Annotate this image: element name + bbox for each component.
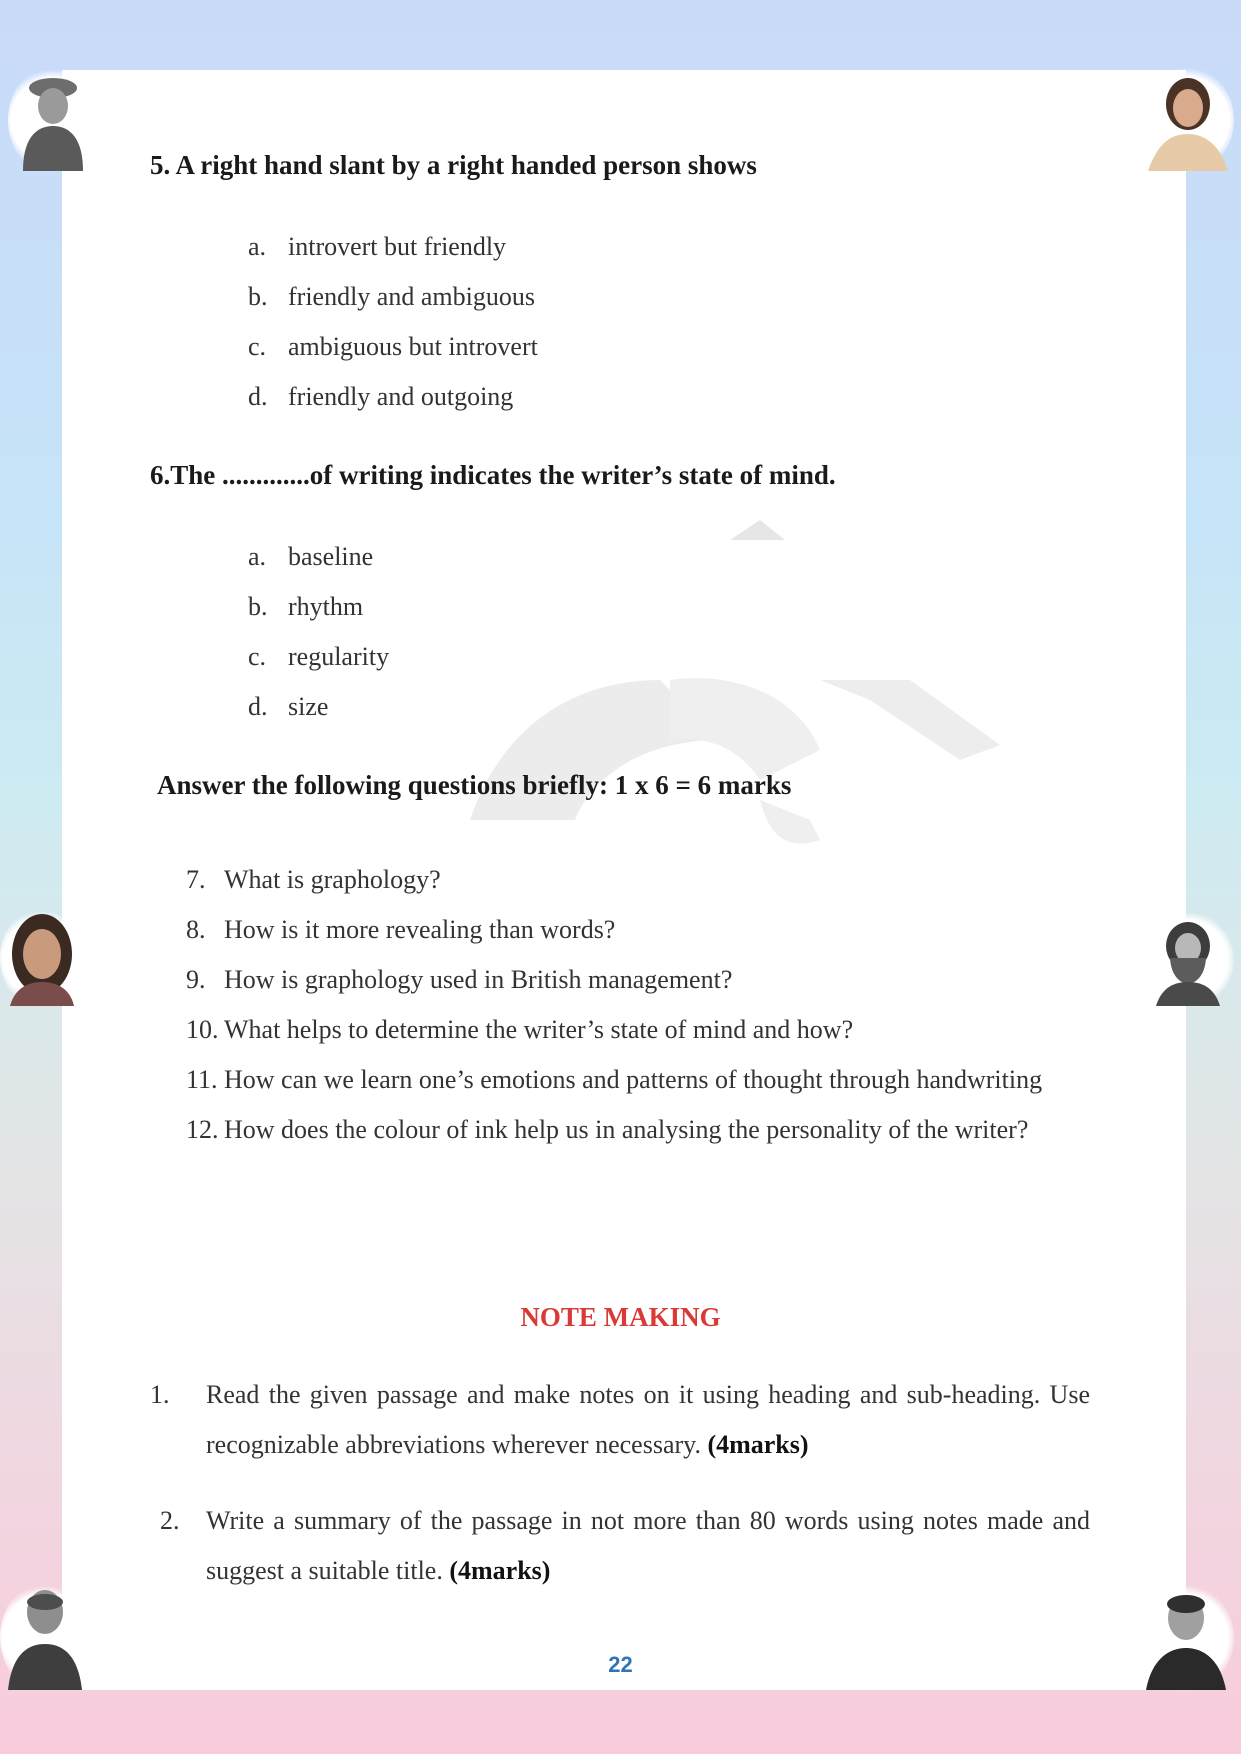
page-number: 22 [608,1652,633,1677]
list-item: a. baseline [248,542,374,571]
marks-label: (4marks) [707,1430,809,1459]
brief-section-heading: Answer the following questions briefly: 1 x 6 = 6 marks [157,770,792,800]
portrait-icon [1138,66,1234,174]
list-item: 8. How is it more revealing than words? [186,915,616,944]
list-item: b. rhythm [248,592,364,621]
portrait-icon [0,908,84,1008]
list-item: c. regularity [248,642,390,671]
question-5-title: 5. A right hand slant by a right handed person shows [150,150,757,180]
brief-questions-list [186,855,1086,1155]
question-6-options [248,532,389,732]
list-item: 2. Write a summary of the passage in not more than 80 words using notes made and suggest a suitable title. (4marks) [160,1506,1090,1585]
list-item: d. friendly and outgoing [248,382,514,411]
list-item: a. introvert but friendly [248,232,507,261]
list-item: 10. What helps to determine the writer’s state of mind and how? [186,1015,854,1044]
portrait-icon [1142,912,1234,1008]
list-item: d. size [248,692,329,721]
list-item: 7. What is graphology? [186,865,441,894]
watermark-logo [440,500,1000,860]
list-item: 11. How can we learn one’s emotions and patterns of thought through handwriting [186,1065,1043,1094]
list-item: 1. Read the given passage and make notes on it using heading and sub-heading. Use recognizable abbreviations wherever necessary. (4marks) [150,1380,1090,1459]
list-item: 12. How does the colour of ink help us in analysing the personality of the writer? [186,1115,1029,1144]
list-item: b. friendly and ambiguous [248,282,535,311]
note-making-heading: NOTE MAKING [520,1302,721,1332]
list-item: c. ambiguous but introvert [248,332,538,361]
marks-label: (4marks) [449,1556,551,1585]
list-item: 9. How is graphology used in British management? [186,965,733,994]
question-6-title: 6.The .............of writing indicates the writer’s state of mind. [150,460,836,490]
portrait-icon [8,66,98,174]
question-5-options [248,222,538,422]
note-making-list [150,1370,1090,1622]
